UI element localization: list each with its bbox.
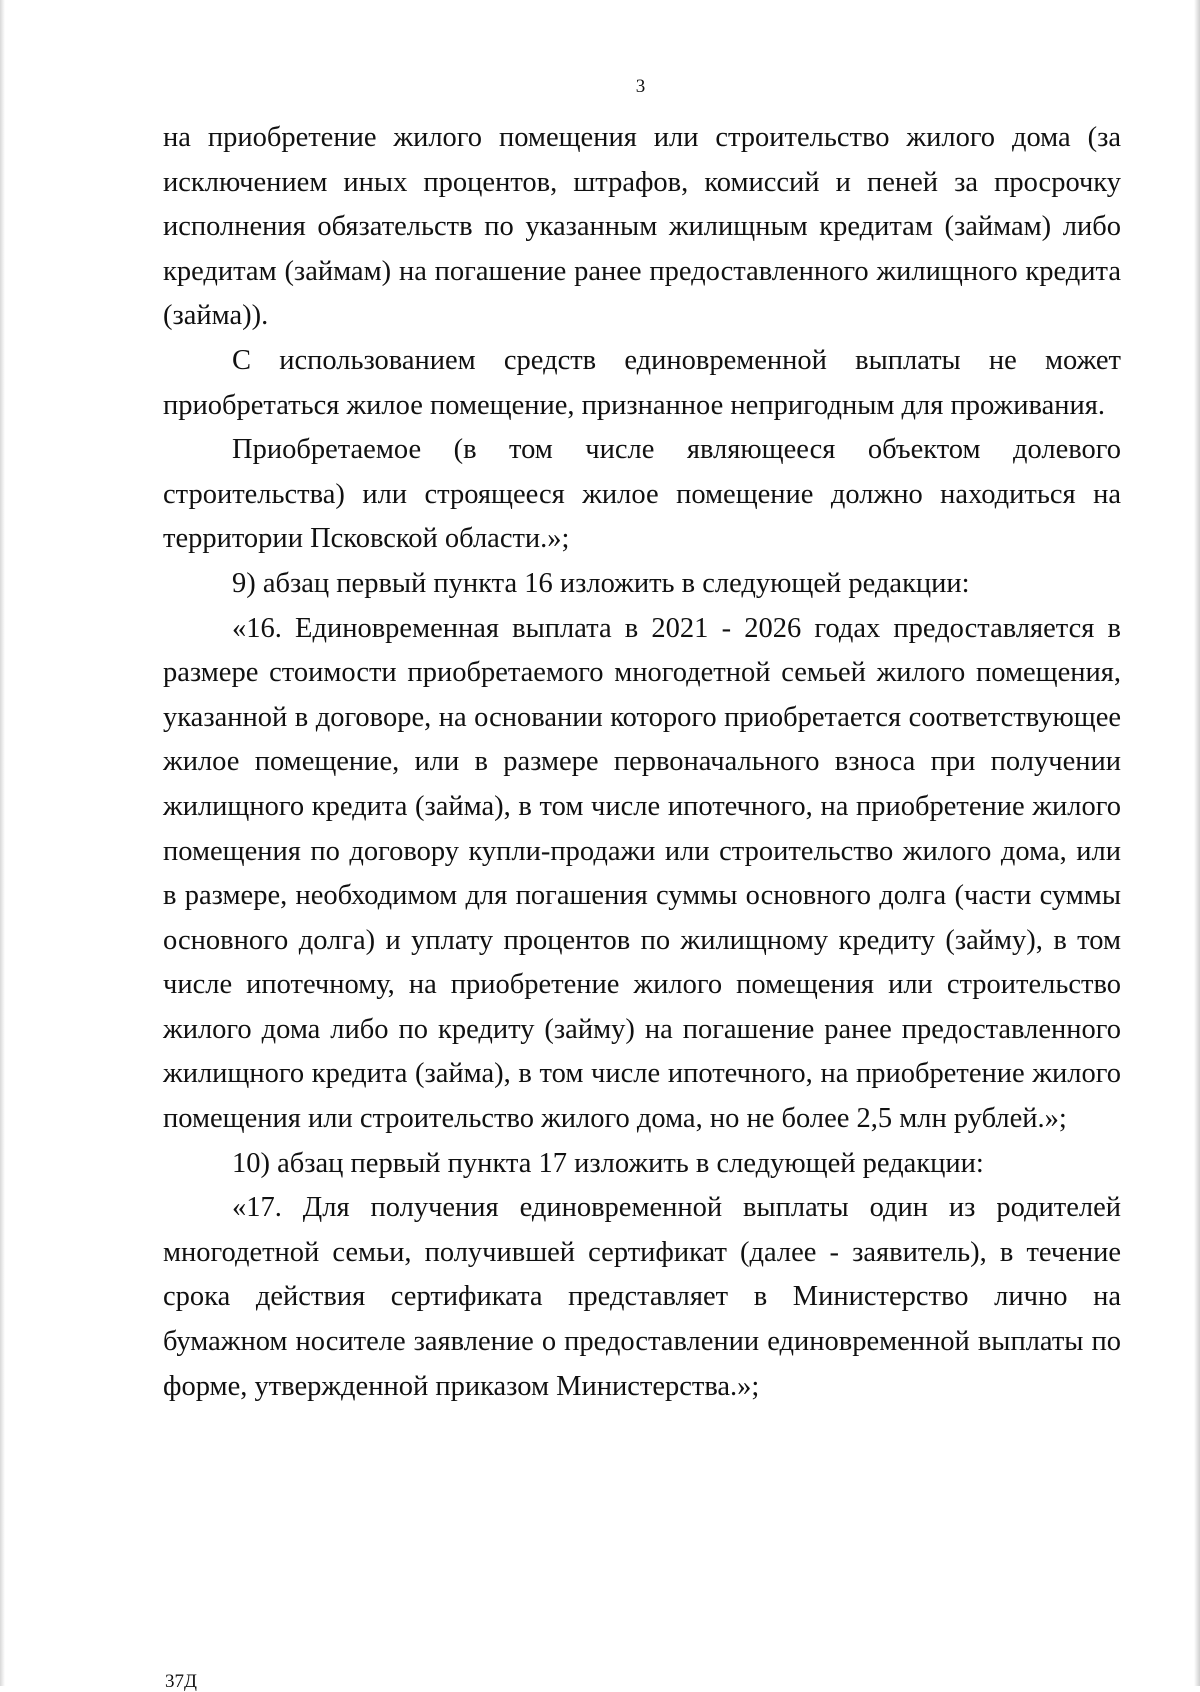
page-number: 3 bbox=[635, 76, 646, 97]
paragraph-clause-16: «16. Единовременная выплата в 2021 - 2026 годах предоставляется в размере стоимости приобретаемого многодетной семьей жилого помещения, указанной в договоре, на основании которого приобретается соответствующее жилое помещение, или в размере первоначального взноса при получении жилищного кредита (займа), в том числе ипотечного, на приобретение жилого помещения по договору купли-продажи или строительство жилого дома, или в размере, необходимом для погашения суммы основного долга (части суммы основного долга) и уплату процентов по жилищному кредиту (займу), в том числе ипотечному, на приобретение жилого помещения или строительство жилого дома либо по кредиту (займу) на погашение ранее предоставленного жилищного кредита (займа), в том числе ипотечного, на приобретение жилого помещения или строительство жилого дома, но не более 2,5 млн рублей.»; bbox=[163, 612, 1121, 1135]
paragraph-unfit-housing: С использованием средств единовременной выплаты не может приобретаться жилое помещение, признанное непригодным для проживания. bbox=[163, 344, 1121, 421]
paragraph-clause-17: «17. Для получения единовременной выплаты один из родителей многодетной семьи, получившей сертификат (далее - заявитель), в течение срока действия сертификата представляет в Министерство лично на бумажном носителе заявление о предоставлении единовременной выплаты по форме, утвержденной приказом Министерства.»; bbox=[163, 1192, 1121, 1402]
paragraph-pskov-region: Приобретаемое (в том числе являющееся объектом долевого строительства) или строящееся жилое помещение должно находиться на территории Псковской области.»; bbox=[163, 434, 1121, 555]
paragraph-continuation: на приобретение жилого помещения или строительство жилого дома (за исключением иных процентов, штрафов, комиссий и пеней за просрочку исполнения обязательств по указанным жилищным кредитам (займам) либо кредитам (займам) на погашение ранее предоставленного жилищного кредита (займа)). bbox=[163, 122, 1121, 332]
footer-code: 37Д bbox=[165, 1671, 197, 1692]
scan-edge-left bbox=[0, 0, 5, 1686]
paragraph-item-9: 9) абзац первый пункта 16 изложить в следующей редакции: bbox=[232, 567, 970, 599]
paragraph-item-10: 10) абзац первый пункта 17 изложить в следующей редакции: bbox=[232, 1147, 984, 1179]
scan-edge-right bbox=[1194, 0, 1200, 1686]
document-body bbox=[163, 116, 1121, 1409]
